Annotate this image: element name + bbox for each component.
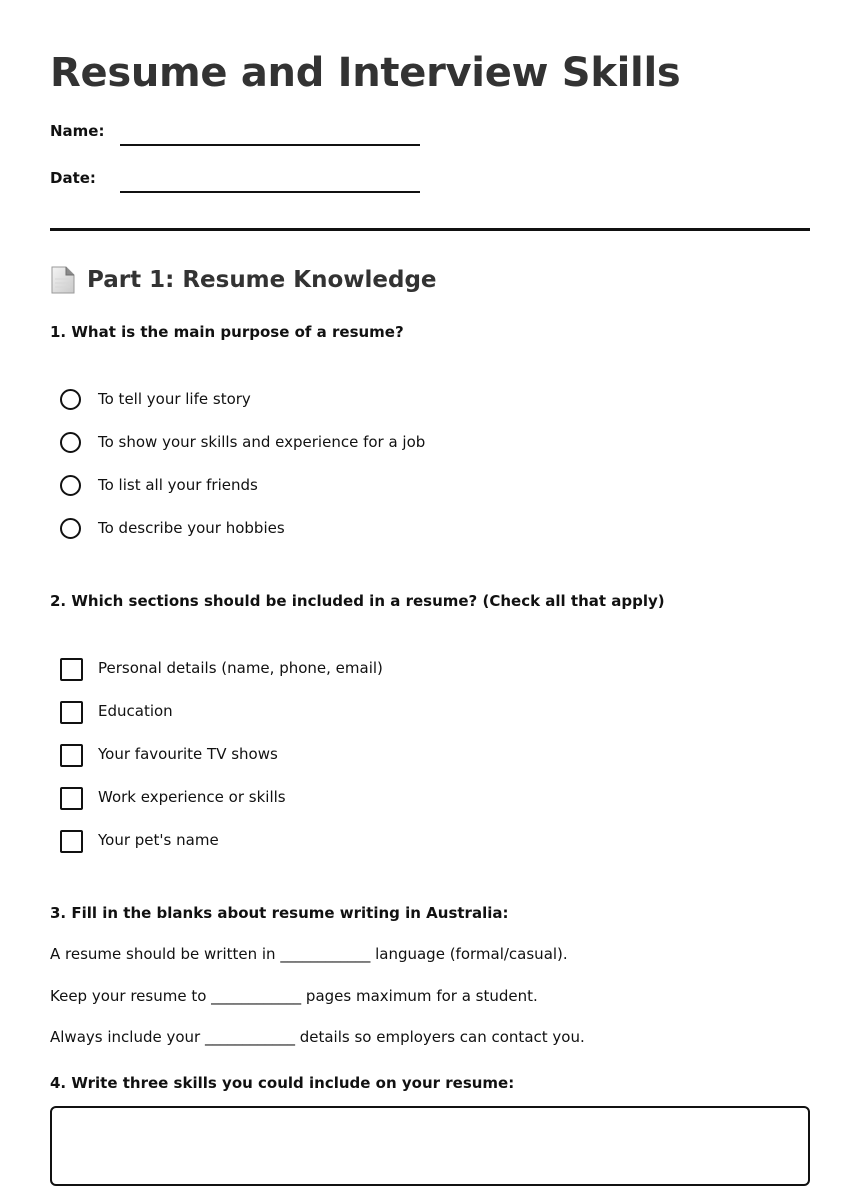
- date-input-line[interactable]: [120, 191, 420, 193]
- option-label: Your favourite TV shows: [98, 745, 278, 763]
- q2-option-3[interactable]: [60, 744, 760, 770]
- q2-option-5[interactable]: [60, 830, 760, 856]
- q2-option-4[interactable]: [60, 787, 760, 813]
- radio-button[interactable]: [60, 475, 81, 496]
- question-4: 4. Write three skills you could include on your resume:: [50, 1074, 515, 1092]
- checkbox[interactable]: [60, 744, 83, 767]
- option-label: To tell your life story: [98, 390, 251, 408]
- date-field: [50, 169, 450, 199]
- q2-option-2[interactable]: [60, 701, 760, 727]
- question-3: 3. Fill in the blanks about resume writing in Australia:: [50, 904, 509, 922]
- question-2: 2. Which sections should be included in a resume? (Check all that apply): [50, 592, 665, 610]
- name-input-line[interactable]: [120, 144, 420, 146]
- q2-option-1[interactable]: [60, 658, 760, 684]
- name-label: Name:: [50, 122, 105, 140]
- checkbox[interactable]: [60, 830, 83, 853]
- answer-textbox[interactable]: [50, 1106, 810, 1186]
- option-label: Education: [98, 702, 173, 720]
- date-label: Date:: [50, 169, 96, 187]
- question-1: 1. What is the main purpose of a resume?: [50, 323, 404, 341]
- page-title: Resume and Interview Skills: [50, 50, 681, 96]
- q1-option-1[interactable]: [60, 389, 760, 415]
- option-label: To show your skills and experience for a job: [98, 433, 426, 451]
- option-label: Work experience or skills: [98, 788, 286, 806]
- section-title-part1: [50, 266, 437, 294]
- checkbox[interactable]: [60, 658, 83, 681]
- document-icon: [50, 266, 76, 294]
- fill-blank-line-1[interactable]: A resume should be written in ____________ language (formal/casual).: [50, 945, 568, 963]
- radio-button[interactable]: [60, 518, 81, 539]
- fill-blank-line-2[interactable]: Keep your resume to ____________ pages maximum for a student.: [50, 987, 538, 1005]
- name-field: [50, 122, 450, 152]
- radio-button[interactable]: [60, 389, 81, 410]
- option-label: Personal details (name, phone, email): [98, 659, 383, 677]
- q1-option-4[interactable]: [60, 518, 760, 544]
- q1-option-3[interactable]: [60, 475, 760, 501]
- option-label: To list all your friends: [98, 476, 258, 494]
- checkbox[interactable]: [60, 701, 83, 724]
- option-label: To describe your hobbies: [98, 519, 285, 537]
- fill-blank-line-3[interactable]: Always include your ____________ details so employers can contact you.: [50, 1028, 585, 1046]
- checkbox[interactable]: [60, 787, 83, 810]
- section-title-text: Part 1: Resume Knowledge: [87, 267, 437, 293]
- option-label: Your pet's name: [98, 831, 219, 849]
- radio-button[interactable]: [60, 432, 81, 453]
- q1-option-2[interactable]: [60, 432, 760, 458]
- header-divider: [50, 228, 810, 231]
